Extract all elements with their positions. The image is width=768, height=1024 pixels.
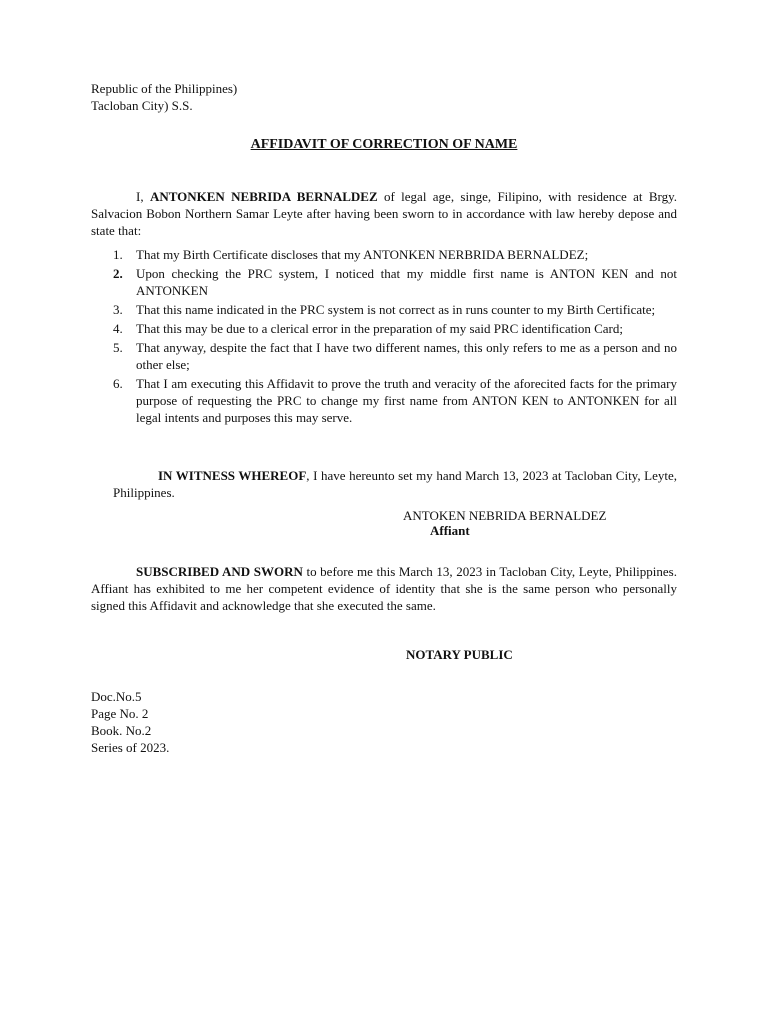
document-title: AFFIDAVIT OF CORRECTION OF NAME: [250, 137, 518, 152]
intro-prefix: I,: [136, 189, 150, 204]
affiant-name-inline: ANTONKEN NEBRIDA BERNALDEZ: [149, 189, 378, 204]
item-number: 6.: [113, 376, 123, 391]
statement-list: [91, 246, 677, 428]
page-number: Page No. 2: [91, 706, 149, 721]
statement-item: [91, 339, 677, 373]
item-text: That I am executing this Affidavit to prove the truth and veracity of the aforecited facts for the primary purpose of requesting the PRC to change my first name from ANTON KEN to ANTONKEN for all legal intents and purposes this may serve.: [136, 376, 677, 425]
statement-item: [91, 320, 677, 337]
item-text: That this name indicated in the PRC system is not correct as in runs counter to my Birth Certificate;: [136, 302, 656, 317]
jurat-paragraph: [91, 563, 677, 614]
doc-number: Doc.No.5: [91, 689, 142, 704]
item-text: That my Birth Certificate discloses that my ANTONKEN NERBRIDA BERNALDEZ;: [136, 247, 589, 262]
witness-paragraph: [113, 467, 677, 501]
book-number: Book. No.2: [91, 723, 152, 738]
statement-item: [91, 246, 677, 263]
item-text: That anyway, despite the fact that I have two different names, this only refers to me as a person and no other else;: [136, 340, 677, 372]
jurat-lead: SUBSCRIBED AND SWORN: [136, 564, 303, 579]
notary-public-label: NOTARY PUBLIC: [406, 647, 513, 662]
witness-text: , I have hereunto set my hand March 13, 2023 at Tacloban City, Leyte, Philippines.: [113, 468, 677, 500]
statement-item: [91, 265, 677, 299]
item-number: 1.: [113, 247, 123, 262]
item-number: 2.: [113, 266, 123, 281]
venue-block: [91, 80, 237, 114]
item-number: 4.: [113, 321, 123, 336]
jurat-text: to before me this March 13, 2023 in Tacloban City, Leyte, Philippines. Affiant has exhibited to me her competent evidence of identity that she is the same person who personally signed this Affidavit and acknowledge that she executed the same.: [91, 564, 677, 613]
statement-item: [91, 375, 677, 426]
affiant-signature-name: ANTOKEN NEBRIDA BERNALDEZ: [403, 508, 607, 523]
item-number: 5.: [113, 340, 123, 355]
venue-city: Tacloban City) S.S.: [91, 98, 193, 113]
series-year: Series of 2023.: [91, 740, 170, 755]
intro-text: of legal age, singe, Filipino, with residence at Brgy. Salvacion Bobon Northern Samar Leyte after having been sworn to in accordance with law hereby depose and state that:: [91, 189, 677, 238]
intro-paragraph: [91, 188, 677, 239]
item-text: Upon checking the PRC system, I noticed that my middle first name is ANTON KEN and not ANTONKEN: [136, 266, 677, 298]
venue-republic: Republic of the Philippines): [91, 81, 238, 96]
statement-item: [91, 301, 677, 318]
affiant-label: Affiant: [430, 523, 470, 538]
witness-lead: IN WITNESS WHEREOF: [158, 468, 307, 483]
document-reference: [91, 688, 169, 756]
item-number: 3.: [113, 302, 123, 317]
item-text: That this may be due to a clerical error in the preparation of my said PRC identification Card;: [136, 321, 623, 336]
